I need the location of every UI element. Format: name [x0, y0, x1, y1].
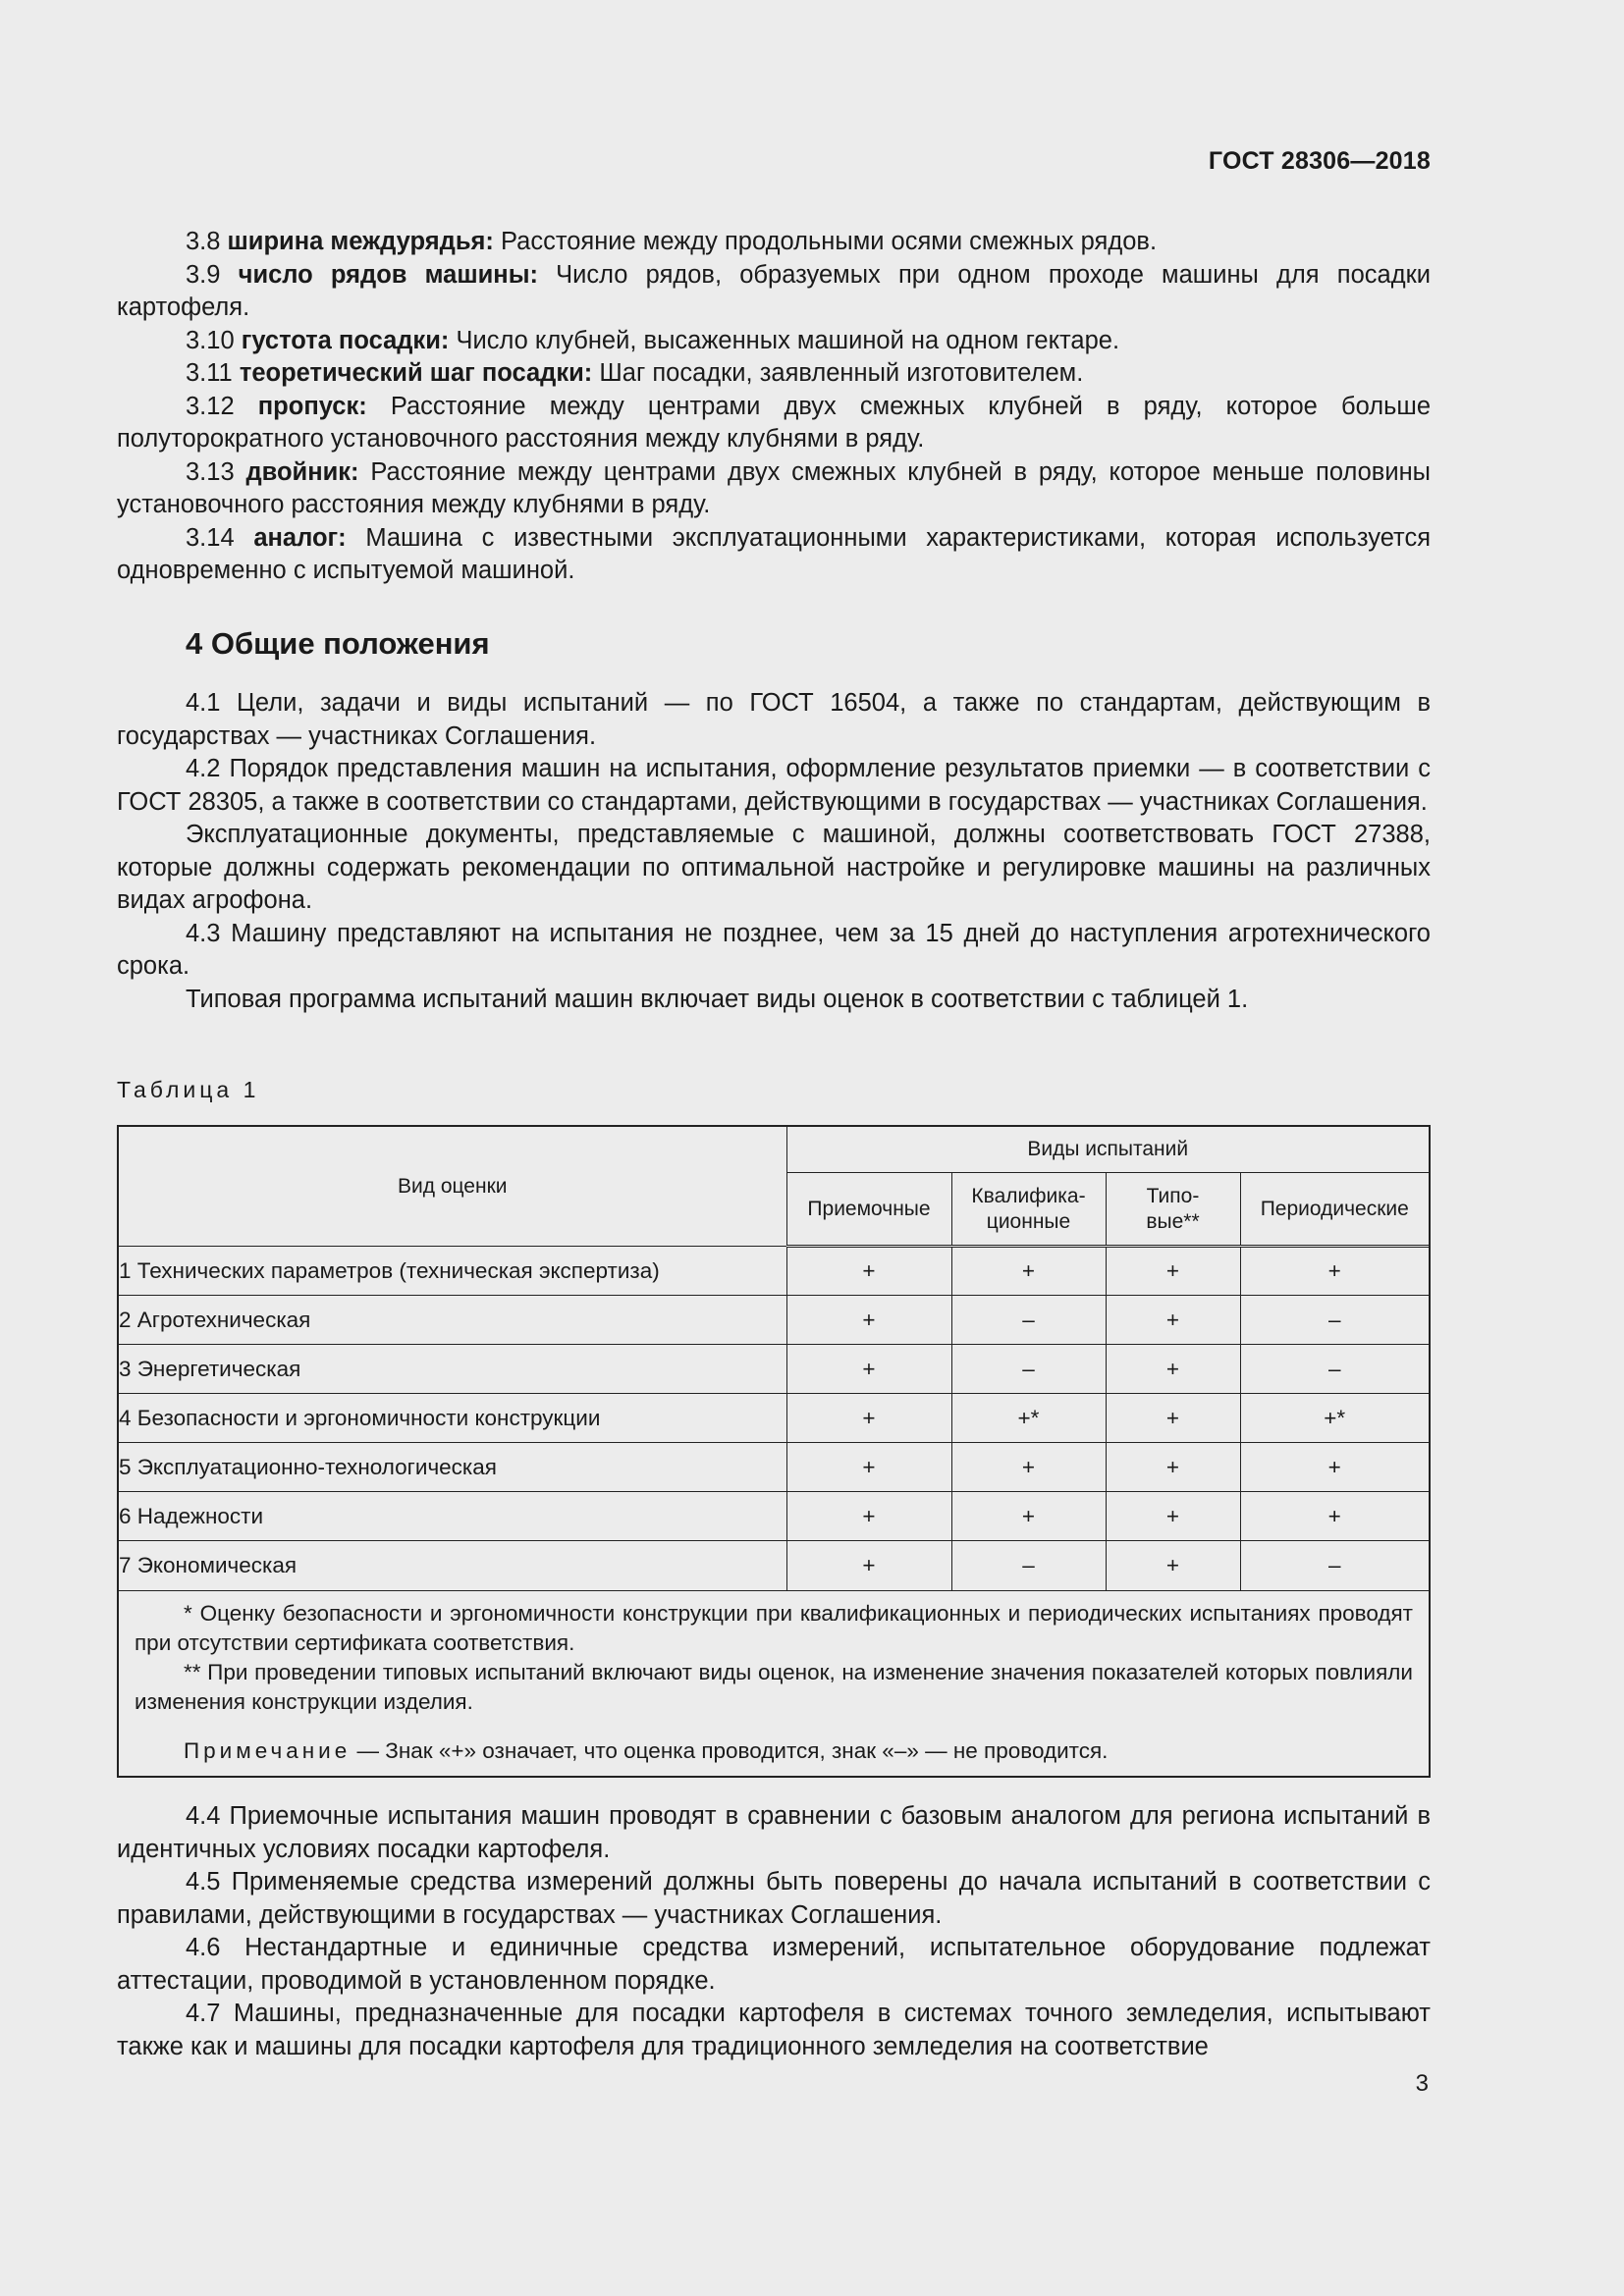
definition-term: ширина междурядья:: [227, 228, 494, 255]
row-mark: +: [786, 1345, 951, 1394]
row-label: 4 Безопасности и эргономичности конструкции: [119, 1394, 786, 1443]
footnote-double-star: ** При проведении типовых испытаний включают виды оценок, на изменение значения показателей которых повлияли изменения конструкции изделия.: [135, 1659, 1413, 1714]
row-mark: –: [1240, 1541, 1429, 1590]
row-label: 3 Энергетическая: [119, 1345, 786, 1394]
row-mark: +: [786, 1247, 951, 1296]
definition-term: двойник:: [245, 457, 359, 486]
col-group-test-types: Виды испытаний: [786, 1127, 1429, 1173]
definition-3-9: [117, 259, 1431, 325]
document-code: ГОСТ 28306—2018: [1208, 147, 1431, 175]
definition-term: пропуск:: [257, 392, 367, 420]
row-mark: +: [1106, 1443, 1240, 1492]
row-mark: +: [1106, 1541, 1240, 1590]
table-row: [119, 1394, 1429, 1443]
definition-number: 3.13: [186, 457, 235, 486]
definition-term: аналог:: [253, 523, 347, 552]
table-row: [119, 1443, 1429, 1492]
row-mark: +: [786, 1443, 951, 1492]
col-qualification: Квалифика- ционные: [951, 1173, 1106, 1247]
paragraph-exploitation-docs: Эксплуатационные документы, представляемые с машиной, должны соответствовать ГОСТ 27388, которые должны содержать рекомендации по оптимальной настройке и регулировке машины на различных видах агрофона.: [117, 821, 1431, 914]
row-mark: +: [951, 1443, 1106, 1492]
row-mark: +: [951, 1492, 1106, 1541]
definition-3-10: [117, 325, 1431, 358]
row-mark: +: [951, 1247, 1106, 1296]
row-mark: –: [951, 1345, 1106, 1394]
row-label: 5 Эксплуатационно-технологическая: [119, 1443, 786, 1492]
row-mark: +: [1240, 1443, 1429, 1492]
section-4-intro: [117, 687, 1431, 1016]
definition-3-11: [117, 357, 1431, 391]
definition-text: Расстояние между продольными осями смежных рядов.: [500, 228, 1158, 255]
paragraph-4-5: 4.5 Применяемые средства измерений должны быть поверены до начала испытаний в соответствии с правилами, действующими в государствах — участниках Соглашения.: [117, 1868, 1431, 1929]
definition-term: густота посадки:: [241, 326, 450, 354]
definition-number: 3.12: [186, 392, 235, 420]
row-label: 2 Агротехническая: [119, 1296, 786, 1345]
col-header-assessment: Вид оценки: [119, 1127, 786, 1247]
definition-number: 3.14: [186, 523, 235, 552]
row-mark: +: [1240, 1492, 1429, 1541]
definition-text: Число рядов, образуемых при одном проходе машины для посадки картофеля.: [117, 260, 1431, 321]
row-mark: +: [1106, 1296, 1240, 1345]
definition-text: Расстояние между центрами двух смежных клубней в ряду, которое больше полуторократного установочного расстояния между клубнями в ряду.: [117, 392, 1431, 453]
row-mark: –: [1240, 1296, 1429, 1345]
footnote-single-star: * Оценку безопасности и эргономичности конструкции при квалификационных и периодических испытаниях проводят при отсутствии сертификата соответствия.: [135, 1600, 1413, 1655]
section-4-continued: [117, 1800, 1431, 2063]
paragraph-4-6: 4.6 Нестандартные и единичные средства измерений, испытательное оборудование подлежат аттестации, проводимой в установленном порядке.: [117, 1934, 1431, 1995]
col-periodic: Периодические: [1240, 1173, 1429, 1247]
row-mark: +*: [951, 1394, 1106, 1443]
table-row: [119, 1541, 1429, 1590]
definition-term: теоретический шаг посадки:: [239, 359, 593, 387]
table-row: [119, 1296, 1429, 1345]
row-label: 7 Экономическая: [119, 1541, 786, 1590]
paragraph-4-4: 4.4 Приемочные испытания машин проводят в сравнении с базовым аналогом для региона испытаний в идентичных условиях посадки картофеля.: [117, 1802, 1431, 1863]
table-row: [119, 1247, 1429, 1296]
paragraph-4-2: 4.2 Порядок представления машин на испытания, оформление результатов приемки — в соответствии с ГОСТ 28305, а также в соответствии со стандартами, действующими в государствах — участниках Соглашения.: [117, 755, 1431, 816]
table-note: [135, 1736, 1413, 1766]
paragraph-4-7: 4.7 Машины, предназначенные для посадки картофеля в системах точного земледелия, испытывают также как и машины для посадки картофеля для традиционного земледелия на соответствие: [117, 2000, 1431, 2060]
definition-number: 3.10: [186, 326, 235, 354]
definition-3-12: [117, 391, 1431, 456]
note-text: — Знак «+» означает, что оценка проводится, знак «–» — не проводится.: [351, 1737, 1109, 1763]
definition-text: Расстояние между центрами двух смежных клубней в ряду, которое меньше половины установочного расстояния между клубнями в ряду.: [117, 457, 1431, 518]
col-type: Типо- вые**: [1106, 1173, 1240, 1247]
assessment-table: [117, 1125, 1431, 1778]
note-label: Примечание: [184, 1737, 352, 1763]
table-caption: Таблица 1: [117, 1077, 260, 1102]
col-acceptance: Приемочные: [786, 1173, 951, 1247]
row-mark: +: [1240, 1247, 1429, 1296]
definition-text: Машина с известными эксплуатационными характеристиками, которая используется одновременно с испытуемой машиной.: [117, 523, 1431, 584]
row-mark: +*: [1240, 1394, 1429, 1443]
row-label: 1 Технических параметров (техническая экспертиза): [119, 1247, 786, 1296]
paragraph-program: Типовая программа испытаний машин включает виды оценок в соответствии с таблицей 1.: [186, 985, 1249, 1013]
definition-term: число рядов машины:: [238, 260, 538, 289]
definition-number: 3.9: [186, 260, 221, 289]
definition-text: Число клубней, высаженных машиной на одном гектаре.: [456, 326, 1120, 354]
paragraph-4-3: 4.3 Машину представляют на испытания не позднее, чем за 15 дней до наступления агротехнического срока.: [117, 919, 1431, 980]
definitions-block: [117, 226, 1431, 588]
row-mark: –: [951, 1541, 1106, 1590]
table-row: [119, 1345, 1429, 1394]
table-notes: [119, 1590, 1429, 1776]
row-mark: +: [786, 1541, 951, 1590]
definition-3-8: [117, 226, 1431, 259]
row-mark: +: [1106, 1492, 1240, 1541]
assessment-grid: [119, 1127, 1429, 1590]
paragraph-4-1: 4.1 Цели, задачи и виды испытаний — по ГОСТ 16504, а также по стандартам, действующим в государствах — участниках Соглашения.: [117, 689, 1431, 750]
row-mark: +: [786, 1492, 951, 1541]
section-heading: 4 Общие положения: [186, 626, 490, 661]
table-row: [119, 1492, 1429, 1541]
row-mark: +: [1106, 1247, 1240, 1296]
row-mark: –: [951, 1296, 1106, 1345]
page-number: 3: [1415, 2070, 1429, 2097]
row-mark: +: [1106, 1394, 1240, 1443]
row-mark: +: [786, 1394, 951, 1443]
definition-number: 3.11: [186, 359, 233, 387]
row-mark: –: [1240, 1345, 1429, 1394]
definition-number: 3.8: [186, 228, 221, 255]
row-mark: +: [786, 1296, 951, 1345]
definition-3-14: [117, 522, 1431, 588]
definition-3-13: [117, 456, 1431, 522]
definition-text: Шаг посадки, заявленный изготовителем.: [599, 359, 1084, 387]
row-label: 6 Надежности: [119, 1492, 786, 1541]
row-mark: +: [1106, 1345, 1240, 1394]
